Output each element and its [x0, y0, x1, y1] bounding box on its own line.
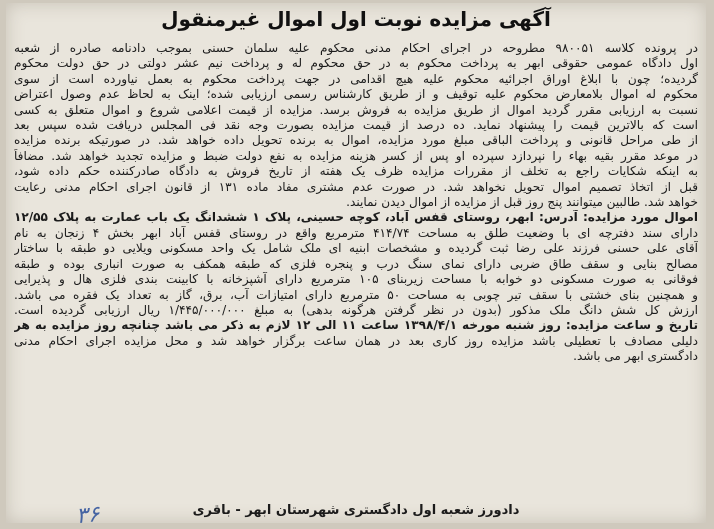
notice-line: دلیلی مصادف با تعطیلی باشد مزایده روز کاری بعد در همان ساعت برگزار خواهد شد و محل مزایده اجرای احکام مدنی	[14, 333, 698, 348]
signature: دادورز شعبه اول دادگستری شهرستان ابهر - باقری	[192, 503, 520, 518]
auction-date-line: تاریخ و ساعت مزایده: روز شنبه مورخه ۱۳۹۸/۴/۱ ساعت ۱۱ الی ۱۲ لازم به ذکر می باشد چنانچه روز مزایده به هر	[14, 318, 698, 333]
notice-line: ارزش کل شش دانگ ملک مذکور (بدون در نظر گرفتن هرگونه بدهی) به مبلغ ۱/۴۴۵/۰۰۰/۰۰۰ ریال ارزیابی گردیده است.	[14, 302, 698, 317]
notice-line: فوقانی به صورت مسکونی دو خوابه با مساحت زیربنای ۱۰۵ مترمربع دارای آشپزخانه با کابینت بندی فلزی هال و پذیرایی	[14, 272, 698, 287]
notice-line: و همچنین بنای خشتی با سقف تیر چوبی به مساحت ۵۰ مترمربع دارای امتیازات آب، برق، گاز به تعداد یک فقره می باشد.	[14, 287, 698, 302]
handwritten-number: ۳۶	[74, 501, 101, 529]
notice-line: نسبت به ارزیابی مقرر گردید اموال از طریق مزایده به فروش برسد. مزایده از قیمت اعلامی شروع و اموال متعلق به کسی	[14, 102, 698, 117]
notice-line: مصالح بنایی و سقف طاق ضربی دارای نمای سنگ درب و پنجره فلزی که طبقه همکف به صورت انباری بوده و طبقه	[14, 256, 698, 271]
notice-line: اول دادگاه عمومی حقوقی ابهر به پرداخت محکوم به در حق محکوم له و پرداخت نیم عشر دولتی در حق دولت محکوم	[14, 56, 698, 71]
notice-line: محکوم له اموال بلامعارض محکوم علیه توقیف و از طریق کارشناس رسمی ارزیابی شده؛ اینک به لحاظ عدم وصول اعتراض	[14, 87, 698, 102]
notice-line: آقای علی حسنی فرزند علی رضا ثبت گردیده و مشخصات ابنیه ای ملک شامل یک واحد مسکونی ویلایی دو طبقه با ساختار	[14, 241, 698, 256]
notice-page	[6, 3, 706, 529]
notice-body	[14, 41, 698, 365]
notice-line: در موعد مقرر بقیه بهاء را نپردازد سپرده او پس از کسر هزینه مزایده به نفع دولت ضبط و مزایده تجدید خواهد شد. مضافاً	[14, 148, 698, 163]
property-heading-line: اموال مورد مزایده: آدرس: ابهر، روستای قفس آباد، کوچه حسینی، پلاک ۱ ششدانگ یک باب عمارت به پلاک ۱۲/۵۵	[14, 210, 698, 225]
notice-title: آگهی مزایده نوبت اول اموال غیرمنقول	[161, 7, 551, 31]
notice-line: دارای سند دفترچه ای با وضعیت طلق به مساحت ۴۱۴/۷۴ مترمربع واقع در روستای قفس آباد ابهر بخش ۴ زنجان به نام	[14, 225, 698, 240]
notice-line: خواهد شد. طالبین میتوانند پنج روز قبل از مزایده از اموال دیدن نمایند.	[346, 195, 698, 210]
notice-line: از طی مراحل قانونی و پرداخت الباقی مبلغ مورد مزایده، اموال به برنده تحویل داده خواهد شد. در صورتیکه برنده مزایده	[14, 133, 698, 148]
notice-line: قبل از اتخاذ تصمیم اموال تحویل نخواهد شد. در صورت عدم مشتری مفاد ماده ۱۳۱ از قانون اجرای احکام مدنی رعایت	[14, 179, 698, 194]
notice-line: در پرونده کلاسه ۹۸۰۰۵۱ مطروحه در اجرای احکام مدنی محکوم علیه سلمان حسنی بموجب دادنامه صادره از شعبه	[14, 41, 698, 55]
notice-line: گردیده؛ چون با ابلاغ اوراق اجرائیه محکوم علیه هیچ اقدامی در جهت پرداخت محکوم به بعمل نیاورده است از سوی	[14, 71, 698, 86]
notice-line: است که بالاترین قیمت را پیشنهاد نماید. ده درصد از قیمت مزایده بصورت وجه نقد فی المجلس دریافت شده سپس بعد	[14, 118, 698, 133]
notice-line: دادگستری ابهر می باشد.	[573, 349, 698, 364]
notice-line: به اینکه شکایات راجع به تخلف از مقررات مزایده ظرف یک هفته از تاریخ فروش به دادگاه صادرکننده حکم داده شود،	[14, 164, 698, 179]
